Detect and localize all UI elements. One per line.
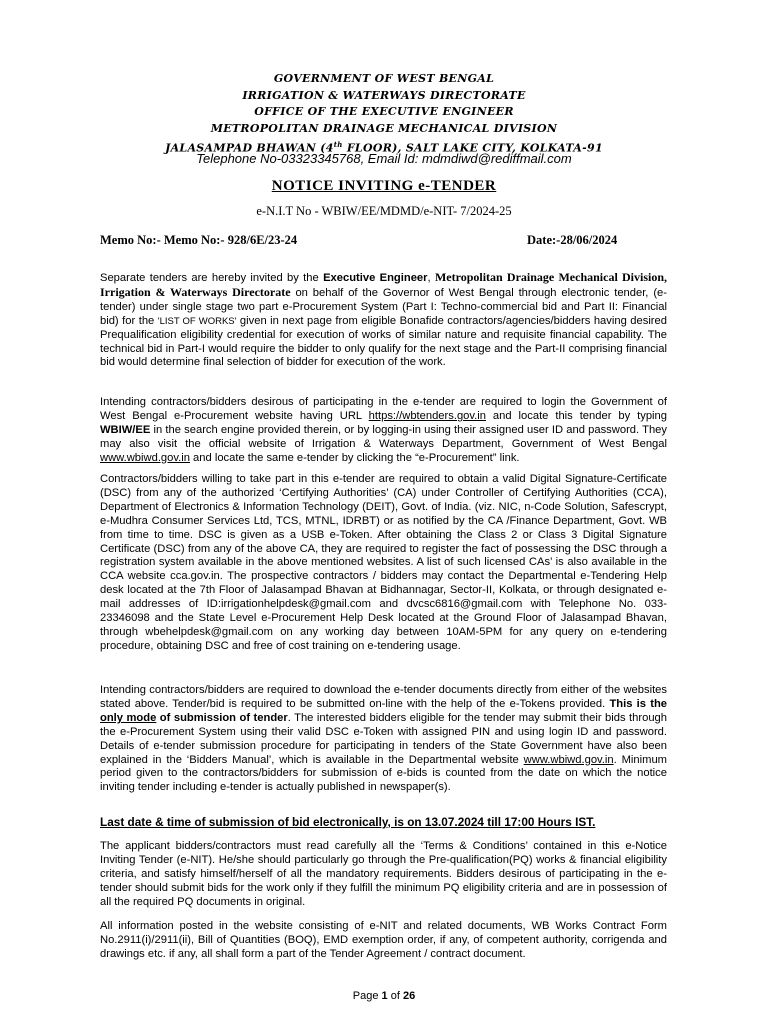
header-government: GOVERNMENT OF WEST BENGAL xyxy=(273,72,495,85)
header-telephone-email: Telephone No-03323345768, Email Id: mdmdiwd@rediffmail.com xyxy=(196,151,572,166)
wbiwd-link[interactable]: www.wbiwd.gov.in xyxy=(100,451,190,464)
notice-title: NOTICE INVITING e-TENDER xyxy=(271,178,497,194)
current-page-number: 1 xyxy=(381,990,388,1002)
header-directorate: IRRIGATION & WATERWAYS DIRECTORATE xyxy=(242,89,526,102)
paragraph-download-submission: Intending contractors/bidders are required to download the e-tender documents directly from either of the websites stated above. Tender/bid is required to be submitted on-line with the help of the e-Tokens provided. This is the only mode of submission of tender. The interested bidders eligible for the tender may submit their bids through the e-Procurement System using their valid DSC e-Token with assigned PIN and using login ID and password. Details of e-tender submission procedure for participating in tenders of the State Government have also been explained in the ‘Bidders Manual’, which is available in the Departmental website www.wbiwd.gov.in. Minimum period given to the contractors/bidders for submission of e-bids is counted from the date on which the notice inviting tender including e-tender is actually published in newspaper(s). xyxy=(100,684,667,794)
paragraph-dsc-requirements: Contractors/bidders willing to take part in this e-tender are required to obtain a valid Digital Signature-Certificate (DSC) from any of the authorized ‘Certifying Authorities’ (CA) under Controller of Certifying Authorities (CCA), Department of Electronics & Information Technology (DEIT), Govt. of India. (viz. NIC, n-Code Solution, Safescrypt, e-Mudhra Consumer Services Ltd, TCS, MTNL, IDRBT) or as notified by the CA /Finance Department, Govt. WB from time to time. DSC is given as a USB e-Token. After obtaining the Class 2 or Class 3 Digital Signature Certificate (DSC) from any of the above CA, they are required to register the fact of possessing the DSC through a registration system available in the above mentioned websites. A list of such licensed CAs’ is also available in the CCA website cca.gov.in. The prospective contractors / bidders may contact the Departmental e-Tendering Help desk located at the 7th Floor of Jalasampad Bhavan at Bidhannagar, Sector-II, Kolkata, or through designated e-mail addresses of ID:irrigationhelpdesk@gmail.com and dvcsc6816@gmail.com with Telephone No. 033-23346098 and the State Level e-Procurement Help Desk located at the Ground Floor of Jalasampad Bhavan, through wbehelpdesk@gmail.com on any working day between 10AM-5PM for any query on e-tendering procedure, obtaining DSC and free of cost training on e-tendering usage. xyxy=(100,473,667,652)
header-address: JALASAMPAD BHAWAN (4th FLOOR), SALT LAKE CITY, KOLKATA-91 xyxy=(165,140,603,155)
paragraph-website-information: All information posted in the website consisting of e-NIT and related documents, WB Works Contract Form No.2911(i)/2911(ii), Bill of Quantities (BOQ), EMD exemption order, if any, of competent authority, corrigenda and drawings etc. if any, all shall form a part of the Tender Agreement / contract document. xyxy=(100,920,667,960)
memo-number: Memo No:- Memo No:- 928/6E/23-24 xyxy=(100,233,298,247)
total-page-count: 26 xyxy=(402,990,416,1002)
wbtenders-link[interactable]: https://wbtenders.gov.in xyxy=(368,409,486,422)
paragraph-invitation: Separate tenders are hereby invited by the Executive Engineer, Metropolitan Drainage Mechanical Division, Irrigation & Waterways Directorate on behalf of the Governor of West Bengal through electronic tender, (e-tender) under single stage two part e-Procurement System (Part I: Techno-commercial bid and Part II: Financial bid) for the 'LIST OF WORKS' given in next page from eligible Bonafide contractors/agencies/bidders having desired Prequalification eligibility credential for execution of works of similar nature and requisite financial capability. The technical bid in Part-I would require the bidder to only qualify for the next stage and the Part-II comprising financial bid would determine final selection of bidder for execution of the work. xyxy=(100,270,668,369)
enit-number: e-N.I.T No - WBIW/EE/MDMD/e-NIT- 7/2024-25 xyxy=(256,204,512,218)
paragraph-login-instructions: Intending contractors/bidders desirous of participating in the e-tender are required to login the Government of West Bengal e-Procurement website having URL https://wbtenders.gov.in and locate this tender by typing WBIW/EE in the search engine provided therein, or by logging-in using their assigned user ID and password. They may also visit the official website of Irrigation & Waterways Department, Government of West Bengal www.wbiwd.gov.in and locate the same e-tender by clicking the “e-Procurement” link. xyxy=(100,396,667,464)
memo-date: Date:-28/06/2024 xyxy=(527,233,618,247)
header-office: OFFICE OF THE EXECUTIVE ENGINEER xyxy=(254,105,514,118)
last-date-submission: Last date & time of submission of bid electronically, is on 13.07.2024 till 17:00 Hours IST. xyxy=(100,815,596,829)
paragraph-terms-conditions: The applicant bidders/contractors must read carefully all the ‘Terms & Conditions’ contained in this e-Notice Inviting Tender (e-NIT). He/she should particularly go through the Pre-qualification(PQ) works & financial eligibility criteria, and satisfy himself/herself of all the mandatory requirements. Bidders desirous of participating in the e-tender should submit bids for the work only if they fulfill the minimum PQ eligibility criteria and are in possession of all the required PQ documents in original. xyxy=(100,840,667,908)
wbiwd-link-2[interactable]: www.wbiwd.gov.in xyxy=(523,753,614,766)
page-footer: Page 1 of 26 xyxy=(352,990,416,1002)
header-division: METROPOLITAN DRAINAGE MECHANICAL DIVISION xyxy=(210,122,558,135)
